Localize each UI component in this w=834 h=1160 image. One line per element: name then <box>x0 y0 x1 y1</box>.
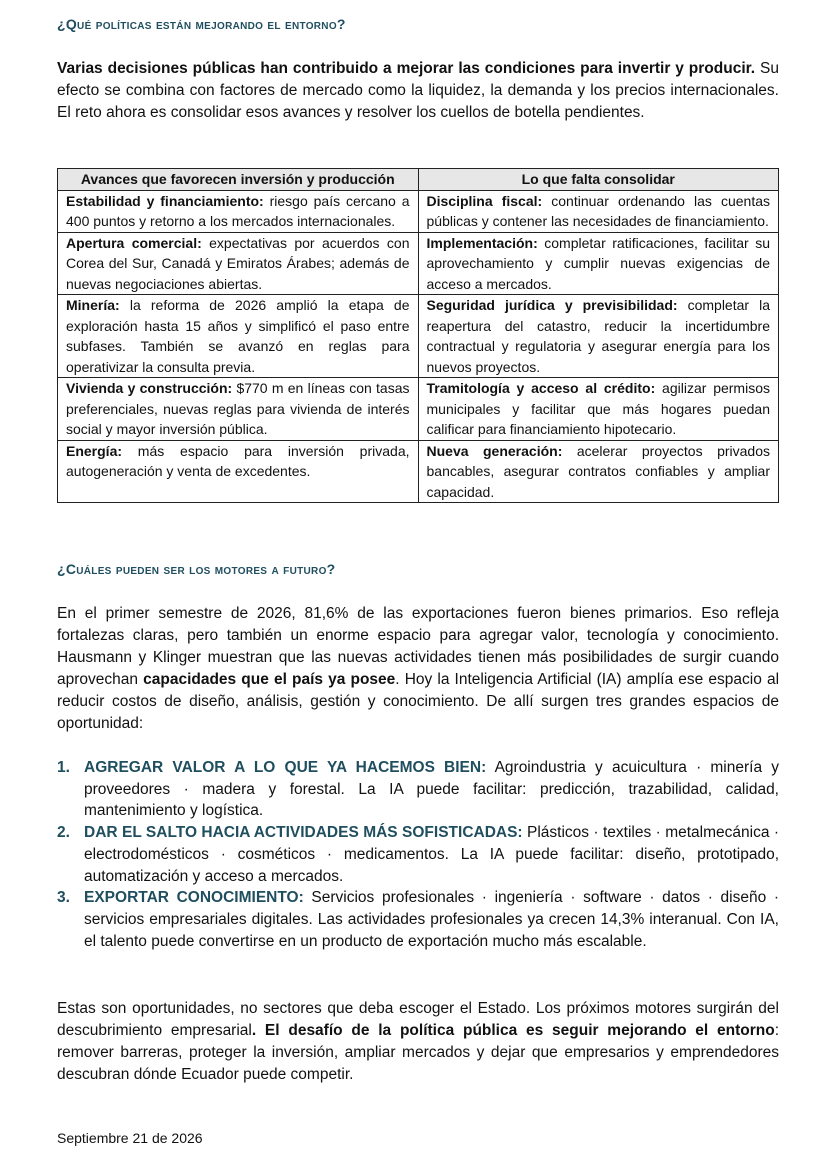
cell-text: más espacio para inversión privada, autogeneración y venta de excedentes. <box>66 442 410 479</box>
cell-text: $770 m en líneas con tasas preferenciales, nuevas reglas para vivienda de interés social y mayor inversión pública. <box>66 380 410 437</box>
opportunity-text: Servicios profesionales · ingeniería · software · datos · diseño · servicios empresariales digitales. Las actividades profesionales ya crecen 14,3% interanual. Con IA, el talento puede convertirse en un producto de exportación mucho más escalable. <box>84 889 779 950</box>
cell-title: Tramitología y acceso al crédito: <box>426 380 656 396</box>
table-header-advances: Avances que favorecen inversión y producción <box>58 169 419 191</box>
engines-paragraph <box>57 603 779 735</box>
intro-bold-text: Varias decisiones públicas han contribuido a mejorar las condiciones para invertir y producir. <box>57 60 756 77</box>
intro-paragraph <box>57 58 779 124</box>
table-cell-pending <box>418 190 779 232</box>
opportunities-list <box>57 757 779 952</box>
cell-text: completar ratificaciones, facilitar su aprovechamiento y cumplir nuevas exigencias de acceso a mercados. <box>426 234 770 292</box>
list-number: 1. <box>57 759 70 776</box>
opportunity-text: Agroindustria y acuicultura · minería y proveedores · madera y forestal. La IA puede facilitar: predicción, trazabilidad, calidad, mantenimiento y logística. <box>84 759 779 820</box>
engines-bold-text: capacidades que el país ya posee <box>143 671 396 688</box>
cell-text: la reforma de 2026 amplió la etapa de exploración hasta 15 años y simplificó el paso entre subfases. También se avanzó en reglas para operativizar la consulta previa. <box>66 297 410 375</box>
list-item <box>57 887 779 952</box>
section-heading-policies: ¿Qué políticas están mejorando el entorno? <box>57 16 346 32</box>
engines-text: En el primer semestre de 2026, 81,6% de las exportaciones fueron bienes primarios. Eso refleja fortalezas claras, pero también un enorme espacio para agregar valor, tecnología y conocimiento. Hausmann y Klinger muestran que las nuevas actividades tienen más posibilidades de surgir cuando aprovechan <box>57 605 779 688</box>
cell-title: Implementación: <box>426 234 538 251</box>
cell-text: riesgo país cercano a 400 puntos y retorno a los mercados internacionales. <box>66 192 410 229</box>
cell-title: Estabilidad y financiamiento: <box>66 192 264 209</box>
cell-title: Energía: <box>66 442 123 459</box>
cell-text: agilizar permisos municipales y facilitar que más hogares puedan calificar para financiamiento hipotecario. <box>426 380 770 437</box>
table-cell-pending <box>418 440 779 503</box>
closing-text: Estas son oportunidades, no sectores que deba escoger el Estado. Los próximos motores surgirán del descubrimiento empresarial <box>57 1000 779 1039</box>
opportunity-title: AGREGAR VALOR A LO QUE YA HACEMOS BIEN: <box>84 759 487 776</box>
cell-title: Seguridad jurídica y previsibilidad: <box>426 297 678 313</box>
intro-text: Su efecto se combina con factores de mercado como la liquidez, la demanda y los precios internacionales. El reto ahora es consolidar esos avances y resolver los cuellos de botella pendientes. <box>57 60 779 121</box>
table-row <box>58 440 779 503</box>
cell-title: Apertura comercial: <box>66 234 202 251</box>
engines-text: . Hoy la Inteligencia Artificial (IA) amplía ese espacio al reducir costos de diseño, análisis, gestión y conocimiento. De allí surgen tres grandes espacios de oportunidad: <box>57 671 780 732</box>
section-heading-engines: ¿Cuáles pueden ser los motores a futuro? <box>57 561 336 577</box>
table-header-row <box>58 169 779 191</box>
table-cell-advance <box>58 295 419 378</box>
table-cell-advance <box>58 378 419 441</box>
opportunity-title: EXPORTAR CONOCIMIENTO: <box>84 889 304 907</box>
cell-text: continuar ordenando las cuentas públicas y contener las necesidades de financiamiento. <box>426 192 770 229</box>
cell-title: Vivienda y construcción: <box>66 380 233 396</box>
table-cell-advance <box>58 232 419 295</box>
opportunity-text: Plásticos · textiles · metalmecánica · electrodomésticos · cosméticos · medicamentos. La IA puede facilitar: diseño, prototipado, automatización y acceso a mercados. <box>84 824 779 885</box>
closing-text: : remover barreras, proteger la inversión, ampliar mercados y dejar que empresarios y emprendedores descubran dónde Ecuador puede competir. <box>57 1022 780 1083</box>
table-header-pending: Lo que falta consolidar <box>418 169 779 191</box>
list-item <box>57 822 779 887</box>
table-cell-pending <box>418 295 779 378</box>
closing-bold-text: . El desafío de la política pública es seguir mejorando el entorno <box>251 1022 775 1039</box>
table-row <box>58 295 779 378</box>
cell-text: acelerar proyectos privados bancables, asegurar contratos confiables y ampliar capacidad. <box>426 442 770 500</box>
opportunity-title: DAR EL SALTO HACIA ACTIVIDADES MÁS SOFISTICADAS: <box>84 824 523 842</box>
table-cell-pending <box>418 232 779 295</box>
list-number: 3. <box>57 889 70 907</box>
table-cell-advance <box>58 190 419 232</box>
table-cell-pending <box>418 378 779 441</box>
closing-paragraph <box>57 998 779 1086</box>
cell-text: expectativas por acuerdos con Corea del Sur, Canadá y Emiratos Árabes; además de nuevas negociaciones abiertas. <box>66 234 410 292</box>
table-cell-advance <box>58 440 419 503</box>
table-row <box>58 378 779 441</box>
cell-title: Nueva generación: <box>426 442 563 459</box>
policy-table <box>57 168 779 503</box>
cell-text: completar la reapertura del catastro, reducir la incertidumbre contractual y regulatoria y asegurar energía para los nuevos proyectos. <box>426 297 770 375</box>
table-row <box>58 190 779 232</box>
footer-date: Septiembre 21 de 2026 <box>57 1130 203 1146</box>
cell-title: Disciplina fiscal: <box>426 192 543 209</box>
table-row <box>58 232 779 295</box>
list-number: 2. <box>57 824 70 842</box>
cell-title: Minería: <box>66 297 120 313</box>
list-item <box>57 757 779 822</box>
